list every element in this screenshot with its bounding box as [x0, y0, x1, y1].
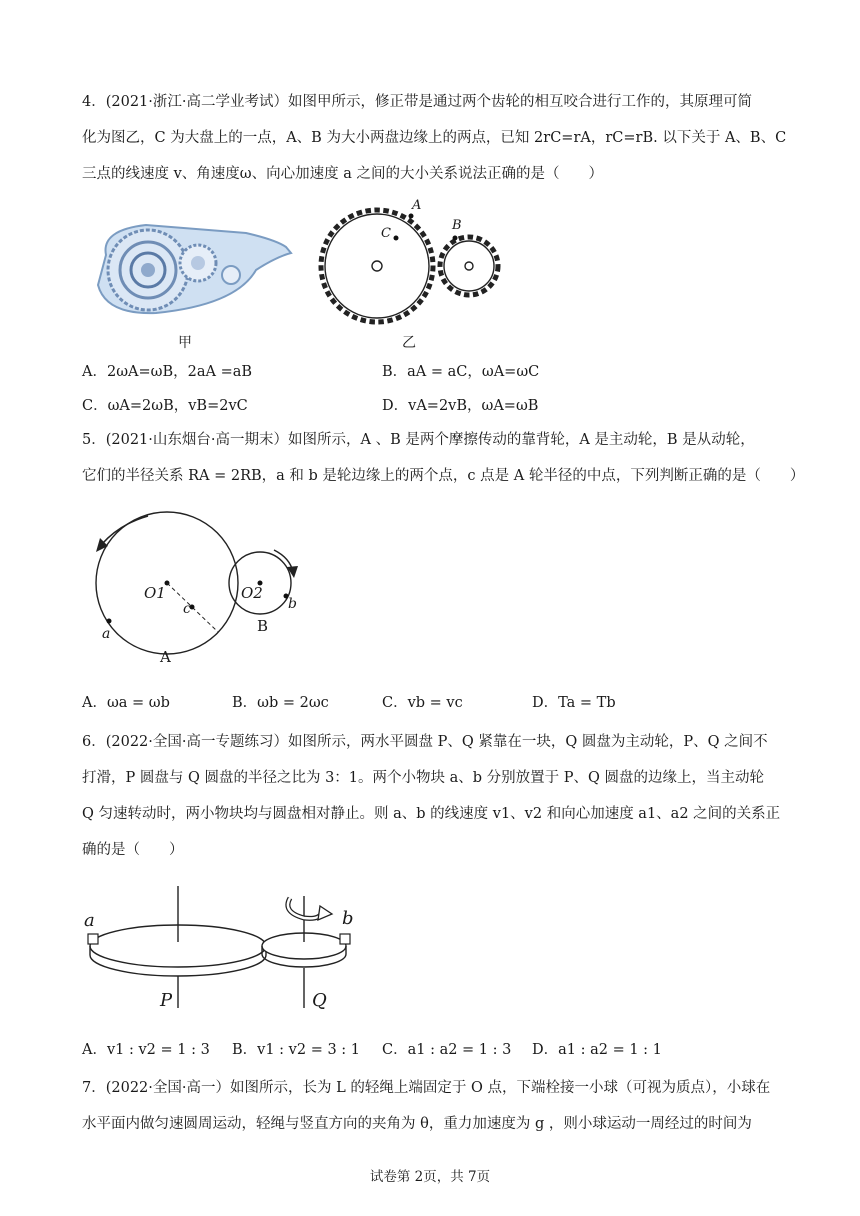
discs-figure [82, 876, 372, 1016]
wheel-label-c: c [183, 601, 191, 617]
gear-label-b: B [452, 218, 462, 233]
figure-caption-jia: 甲 [178, 335, 192, 351]
disc-label-b: b [342, 908, 354, 929]
wheel-caption-b: B [257, 617, 269, 635]
gears-figure [310, 200, 510, 350]
q5-option-b[interactable]: B．ωb = 2ωc [232, 695, 329, 711]
q6-option-b[interactable]: B．v1 : v2 = 3 : 1 [232, 1042, 361, 1058]
q7-line-2: 水平面内做匀速圆周运动，轻绳与竖直方向的夹角为 θ，重力加速度为 g ，则小球运动一周经过的时间为 [82, 1116, 752, 1132]
gear-label-c: C [381, 226, 391, 241]
figure-caption-yi: 乙 [402, 335, 416, 351]
wheel-label-b: b [288, 596, 297, 612]
q5-option-c[interactable]: C．vb = vc [382, 695, 463, 711]
q6-option-a[interactable]: A．v1 : v2 = 1 : 3 [82, 1042, 210, 1058]
friction-wheels-figure [88, 500, 318, 670]
q4-option-d[interactable]: D．vA=2vB，ωA=ωB [382, 398, 539, 414]
q6-line-1: 6．(2022·全国·高一专题练习）如图所示，两水平圆盘 P、Q 紧靠在一块，Q 圆盘为主动轮，P、Q 之间不 [82, 734, 768, 750]
disc-label-p: P [160, 990, 173, 1011]
wheel-label-o1: O1 [144, 584, 166, 602]
wheel-caption-a: A [160, 648, 171, 666]
q6-line-4: 确的是（ ） [82, 842, 184, 858]
q4-option-b[interactable]: B．aA = aC，ωA=ωC [382, 364, 540, 380]
gear-label-a: A [412, 198, 422, 213]
wheel-label-a: a [102, 626, 111, 642]
q6-line-3: Q 匀速转动时，两小物块均与圆盘相对静止。则 a、b 的线速度 v1、v2 和向心加速度 a1、a2 之间的关系正 [82, 806, 781, 822]
q7-line-1: 7．(2022·全国·高一）如图所示，长为 L 的轻绳上端固定于 O 点，下端栓接一小球（可视为质点），小球在 [82, 1080, 771, 1096]
q6-option-c[interactable]: C．a1 : a2 = 1 : 3 [382, 1042, 512, 1058]
correction-tape-figure [86, 215, 296, 325]
q6-line-2: 打滑，P 圆盘与 Q 圆盘的半径之比为 3：1。两个小物块 a、b 分别放置于 P、Q 圆盘的边缘上，当主动轮 [82, 770, 765, 786]
q4-line-2: 化为图乙，C 为大盘上的一点，A、B 为大小两盘边缘上的两点，已知 2rC=rA，rC=rB. 以下关于 A、B、C [82, 130, 787, 146]
disc-label-a: a [84, 910, 95, 931]
q5-line-2: 它们的半径关系 RA = 2RB，a 和 b 是轮边缘上的两个点，c 点是 A 轮半径的中点，下列判断正确的是（ ） [82, 468, 805, 484]
wheel-label-o2: O2 [241, 584, 263, 602]
q5-option-a[interactable]: A．ωa = ωb [82, 695, 170, 711]
q4-option-a[interactable]: A．2ωA=ωB，2aA =aB [82, 364, 253, 380]
page-footer: 试卷第 2页，共 7页 [369, 1169, 491, 1185]
disc-label-q: Q [312, 990, 327, 1011]
q4-line-1: 4．(2021·浙江·高二学业考试）如图甲所示，修正带是通过两个齿轮的相互咬合进行工作的，其原理可简 [82, 94, 752, 110]
q5-option-d[interactable]: D．Ta = Tb [532, 695, 616, 711]
q4-line-3: 三点的线速度 v、角速度ω、向心加速度 a 之间的大小关系说法正确的是（ ） [82, 166, 603, 182]
q6-option-d[interactable]: D．a1 : a2 = 1 : 1 [532, 1042, 662, 1058]
q4-option-c[interactable]: C．ωA=2ωB，vB=2vC [82, 398, 248, 414]
q5-line-1: 5．(2021·山东烟台·高一期末）如图所示，A 、B 是两个摩擦传动的靠背轮，A 是主动轮，B 是从动轮， [82, 432, 755, 448]
